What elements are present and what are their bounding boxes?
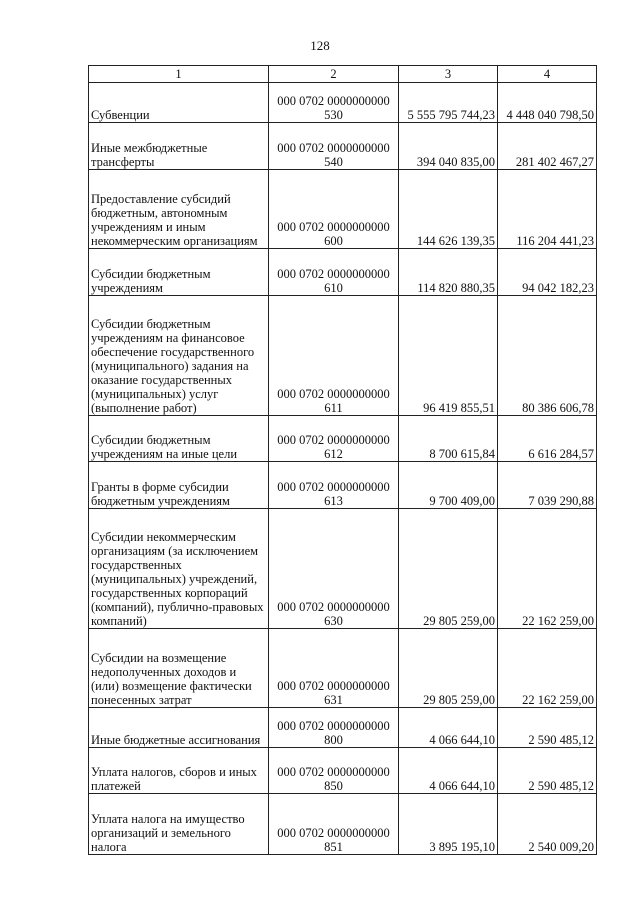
row-code — [269, 794, 399, 855]
row-sum-col4: 2 540 009,20 — [498, 794, 597, 855]
table-row — [89, 123, 597, 170]
classification-code: 000 0702 0000000000 — [277, 433, 390, 447]
row-code — [269, 83, 399, 123]
row-name: Субсидии бюджетным учреждениям на иные цели — [89, 416, 269, 462]
column-header-3: 3 — [399, 66, 498, 83]
row-code — [269, 462, 399, 509]
table-row — [89, 509, 597, 629]
row-code — [269, 123, 399, 170]
table-row — [89, 249, 597, 296]
row-code — [269, 170, 399, 249]
table-row — [89, 748, 597, 794]
expense-kind-code: 530 — [324, 108, 343, 122]
row-sum-col4: 94 042 182,23 — [498, 249, 597, 296]
expense-kind-code: 850 — [324, 779, 343, 793]
table-row — [89, 708, 597, 748]
row-sum-col3: 8 700 615,84 — [399, 416, 498, 462]
table-row — [89, 416, 597, 462]
table-row — [89, 170, 597, 249]
row-name: Иные межбюджетные трансферты — [89, 123, 269, 170]
row-name: Гранты в форме субсидии бюджетным учреждениям — [89, 462, 269, 509]
row-name: Субсидии бюджетным учреждениям — [89, 249, 269, 296]
row-name: Субсидии бюджетным учреждениям на финансовое обеспечение государственного (муниципального) задания на оказание государственных (муниципальных) услуг (выполнение работ) — [89, 296, 269, 416]
table-row — [89, 296, 597, 416]
expense-kind-code: 612 — [324, 447, 343, 461]
row-sum-col3: 29 805 259,00 — [399, 629, 498, 708]
row-sum-col4: 4 448 040 798,50 — [498, 83, 597, 123]
row-sum-col3: 3 895 195,10 — [399, 794, 498, 855]
row-sum-col3: 96 419 855,51 — [399, 296, 498, 416]
column-header-2: 2 — [269, 66, 399, 83]
budget-table — [88, 65, 597, 855]
table-row — [89, 629, 597, 708]
column-header-4: 4 — [498, 66, 597, 83]
table-row — [89, 794, 597, 855]
expense-kind-code: 613 — [324, 494, 343, 508]
row-sum-col4: 281 402 467,27 — [498, 123, 597, 170]
classification-code: 000 0702 0000000000 — [277, 94, 390, 108]
row-sum-col3: 114 820 880,35 — [399, 249, 498, 296]
classification-code: 000 0702 0000000000 — [277, 141, 390, 155]
row-name: Субвенции — [89, 83, 269, 123]
row-name: Иные бюджетные ассигнования — [89, 708, 269, 748]
row-sum-col3: 5 555 795 744,23 — [399, 83, 498, 123]
row-sum-col3: 29 805 259,00 — [399, 509, 498, 629]
expense-kind-code: 631 — [324, 693, 343, 707]
expense-kind-code: 851 — [324, 840, 343, 854]
row-code — [269, 629, 399, 708]
row-code — [269, 509, 399, 629]
row-sum-col4: 7 039 290,88 — [498, 462, 597, 509]
expense-kind-code: 540 — [324, 155, 343, 169]
row-name: Субсидии на возмещение недополученных доходов и (или) возмещение фактически понесенных затрат — [89, 629, 269, 708]
column-header-1: 1 — [89, 66, 269, 83]
row-sum-col4: 116 204 441,23 — [498, 170, 597, 249]
row-name: Субсидии некоммерческим организациям (за исключением государственных (муниципальных) учреждений, государственных корпораций (компаний), публично-правовых компаний) — [89, 509, 269, 629]
classification-code: 000 0702 0000000000 — [277, 267, 390, 281]
row-name: Уплата налога на имущество организаций и земельного налога — [89, 794, 269, 855]
classification-code: 000 0702 0000000000 — [277, 220, 390, 234]
classification-code: 000 0702 0000000000 — [277, 387, 390, 401]
row-sum-col3: 4 066 644,10 — [399, 708, 498, 748]
table-row — [89, 462, 597, 509]
row-name: Уплата налогов, сборов и иных платежей — [89, 748, 269, 794]
row-sum-col4: 6 616 284,57 — [498, 416, 597, 462]
row-code — [269, 748, 399, 794]
row-sum-col4: 22 162 259,00 — [498, 509, 597, 629]
row-code — [269, 249, 399, 296]
expense-kind-code: 630 — [324, 614, 343, 628]
expense-kind-code: 800 — [324, 733, 343, 747]
row-sum-col4: 80 386 606,78 — [498, 296, 597, 416]
row-name: Предоставление субсидий бюджетным, автономным учреждениям и иным некоммерческим организациям — [89, 170, 269, 249]
row-sum-col4: 22 162 259,00 — [498, 629, 597, 708]
classification-code: 000 0702 0000000000 — [277, 480, 390, 494]
row-sum-col3: 144 626 139,35 — [399, 170, 498, 249]
row-sum-col4: 2 590 485,12 — [498, 748, 597, 794]
classification-code: 000 0702 0000000000 — [277, 600, 390, 614]
row-code — [269, 296, 399, 416]
classification-code: 000 0702 0000000000 — [277, 719, 390, 733]
row-sum-col4: 2 590 485,12 — [498, 708, 597, 748]
expense-kind-code: 610 — [324, 281, 343, 295]
row-sum-col3: 394 040 835,00 — [399, 123, 498, 170]
page-number: 128 — [310, 38, 330, 53]
row-sum-col3: 9 700 409,00 — [399, 462, 498, 509]
classification-code: 000 0702 0000000000 — [277, 765, 390, 779]
table-row — [89, 83, 597, 123]
expense-kind-code: 600 — [324, 234, 343, 248]
classification-code: 000 0702 0000000000 — [277, 826, 390, 840]
row-sum-col3: 4 066 644,10 — [399, 748, 498, 794]
row-code — [269, 708, 399, 748]
expense-kind-code: 611 — [324, 401, 343, 415]
column-number-row — [89, 66, 597, 83]
row-code — [269, 416, 399, 462]
classification-code: 000 0702 0000000000 — [277, 679, 390, 693]
